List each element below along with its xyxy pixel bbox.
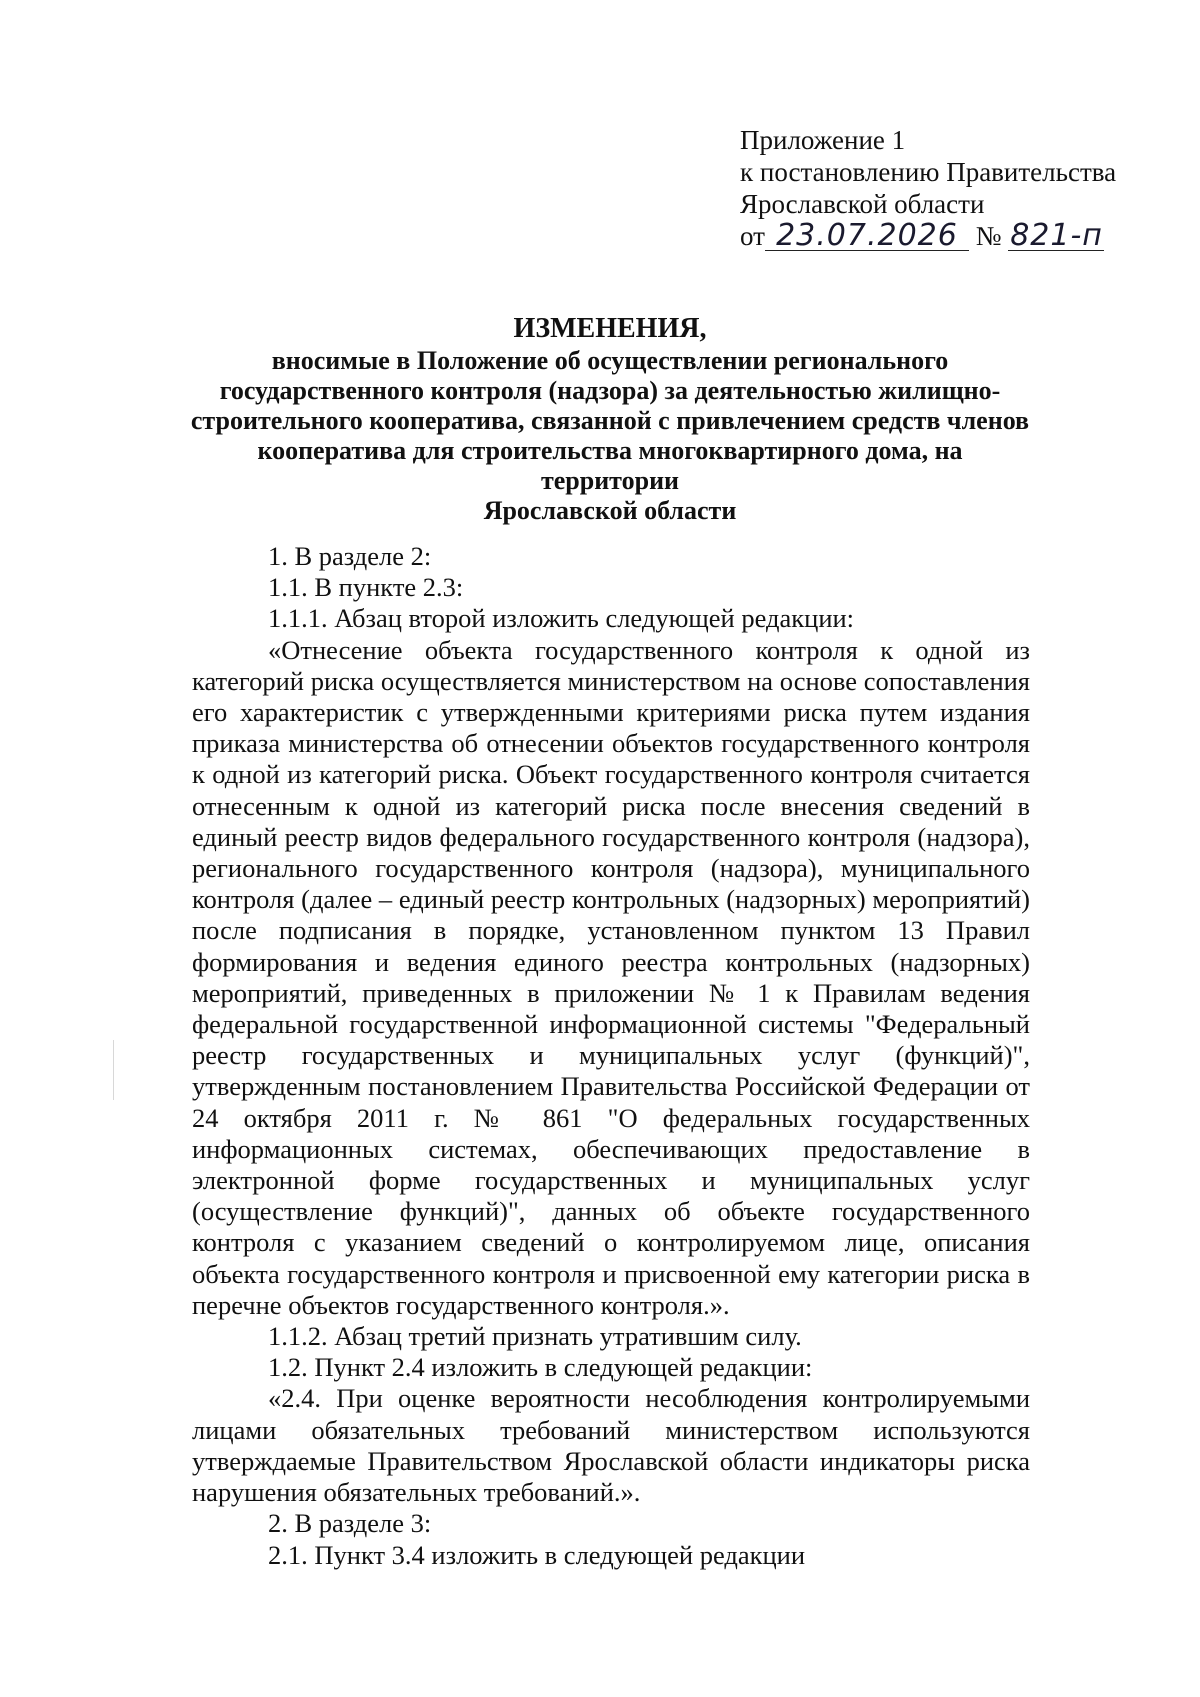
from-label: от [740, 221, 765, 251]
title-line: вносимые в Положение об осуществлении регионального [271, 346, 949, 375]
title-line: Ярославской области [483, 496, 737, 525]
paragraph: 1.1. В пункте 2.3: [268, 572, 464, 603]
title-line: кооператива для строительства многоквартирного дома, на территории [257, 436, 963, 495]
appendix-region: Ярославской области [740, 189, 985, 219]
handwritten-date: 23.07.2026 [765, 222, 969, 251]
paragraph: 1. В разделе 2: [268, 541, 432, 571]
number-label: № [975, 221, 1002, 251]
title-main: ИЗМЕНЕНИЯ, [513, 313, 707, 344]
title-line: строительного кооператива, связанной с привлечением средств членов [190, 406, 1030, 435]
document-body [192, 541, 1030, 1571]
document-title [190, 314, 1030, 526]
quoted-paragraph: «2.4. При оценке вероятности несоблюдения контролируемыми лицами обязательных требований министерством используются утверждаемые Правительством Ярославской области индикаторы риска нарушения обязательных требований.». [192, 1383, 1030, 1508]
handwritten-number: 821-п [1010, 218, 1103, 253]
paragraph: 1.1.2. Абзац третий признать утратившим силу. [268, 1321, 802, 1352]
appendix-resolution-ref: к постановлению Правительства [740, 157, 1117, 187]
paragraph: 1.2. Пункт 2.4 изложить в следующей редакции: [268, 1352, 813, 1383]
paragraph: 1.1.1. Абзац второй изложить следующей редакции: [268, 603, 855, 634]
quoted-paragraph: «Отнесение объекта государственного контроля к одной из категорий риска осуществляется министерством на основе сопоставления его характеристик с утвержденными критериями риска путем издания приказа министерства об отнесении объектов государственного контроля к одной из категорий риска. Объект государственного контроля считается отнесенным к одной из категорий риска после внесения сведений в единый реестр видов федерального государственного контроля (надзора), регионального государственного контроля (надзора), муниципального контроля (далее – единый реестр контрольных (надзорных) мероприятий) после подписания в порядке, установленном пунктом 13 Правил формирования и ведения единого реестра контрольных (надзорных) мероприятий, приведенных в приложении № 1 к Правилам ведения федеральной государственной информационной системы "Федеральный реестр государственных и муниципальных услуг (функций)", утвержденным постановлением Правительства Российской Федерации от 24 октября 2011 г. № 861 "О федеральных государственных информационных системах, обеспечивающих предоставление в электронной форме государственных и муниципальных услуг (осуществление функций)", данных об объекте государственного контроля с указанием сведений о контролируемом лице, описания объекта государственного контроля и присвоенной ему категории риска в перечне объектов государственного контроля.». [192, 634, 1030, 1320]
appendix-label: Приложение 1 [740, 125, 906, 155]
appendix-date-number-row [740, 220, 1116, 252]
paragraph: 2.1. Пункт 3.4 изложить в следующей редакции [268, 1539, 806, 1570]
paragraph: 2. В разделе 3: [268, 1508, 432, 1539]
title-line: государственного контроля (надзора) за деятельностью жилищно- [219, 376, 1001, 405]
appendix-header [740, 124, 1116, 252]
scan-edge-mark [113, 1040, 114, 1100]
